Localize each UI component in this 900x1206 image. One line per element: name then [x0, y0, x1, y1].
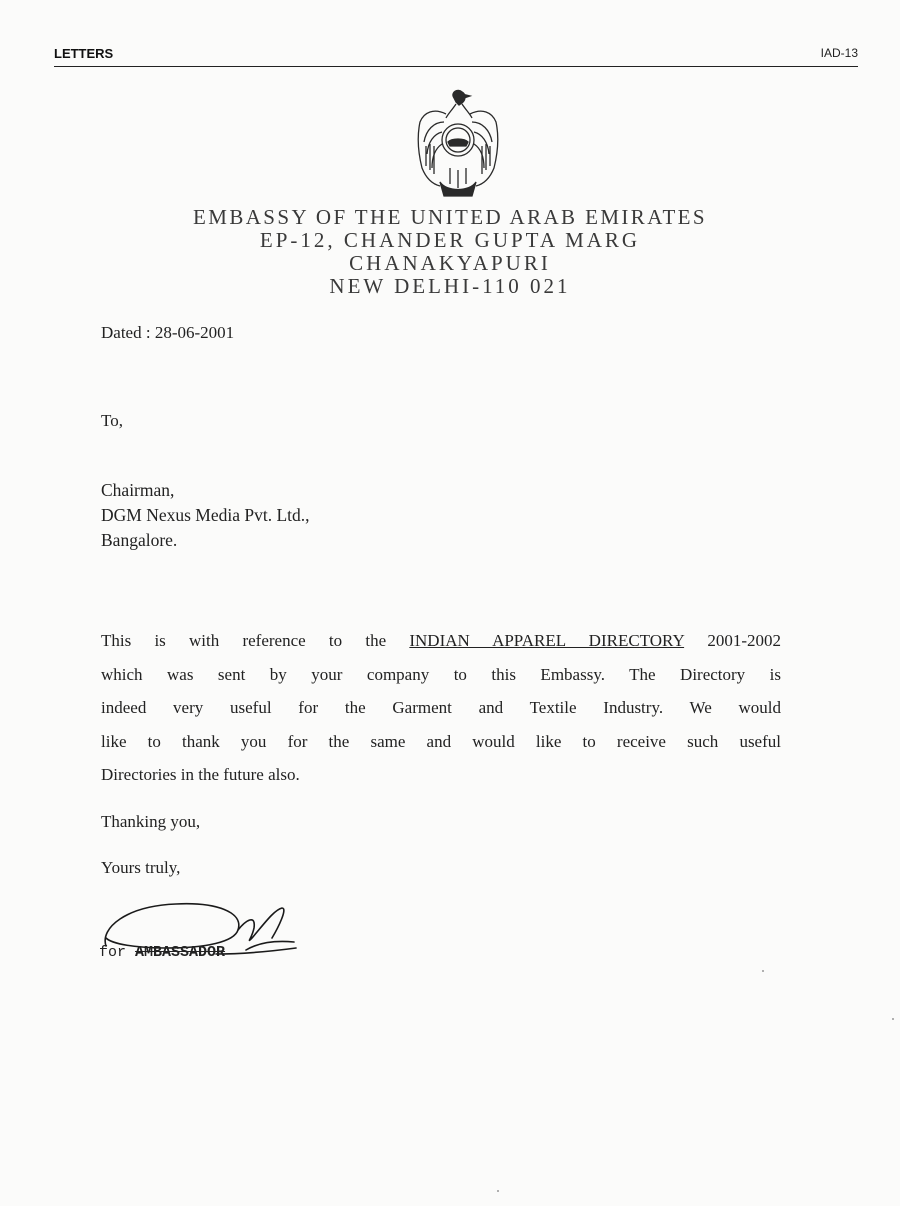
paper-speck	[762, 970, 764, 972]
letterhead	[0, 206, 900, 298]
body-lead: This is with reference to the	[101, 631, 387, 650]
signature-label	[99, 944, 225, 961]
referenced-directory-title: INDIAN APPAREL DIRECTORY	[409, 631, 685, 650]
body-line: like to thank you for the same and would like to receive such useful	[101, 731, 781, 751]
address-line-city: NEW DELHI-110 021	[329, 274, 571, 298]
body-line: indeed very useful for the Garment and Textile Industry. We would	[101, 698, 781, 717]
uae-eagle-emblem-icon	[412, 88, 504, 200]
embassy-name: EMBASSY OF THE UNITED ARAB EMIRATES	[193, 205, 707, 229]
body-line	[101, 624, 781, 658]
recipient-address	[101, 478, 310, 553]
letter-body	[101, 624, 781, 792]
address-line-street: EP-12, CHANDER GUPTA MARG	[259, 228, 641, 252]
salutation-to: To,	[101, 411, 123, 430]
closing-sign-off: Yours truly,	[101, 858, 181, 877]
running-header	[54, 44, 858, 67]
signature-prefix: for	[99, 944, 127, 961]
recipient-city: Bangalore.	[101, 530, 178, 550]
page-code: IAD-13	[820, 46, 858, 60]
letter-date: Dated : 28-06-2001	[101, 323, 235, 342]
closing-thanks: Thanking you,	[101, 812, 201, 831]
paper-speck	[892, 1018, 894, 1020]
signature-role: AMBASSADOR	[135, 944, 226, 961]
body-line: Directories in the future also.	[101, 765, 300, 784]
recipient-company: DGM Nexus Media Pvt. Ltd.,	[101, 505, 310, 525]
body-line: which was sent by your company to this Embassy. The Directory is	[101, 664, 781, 684]
recipient-title: Chairman,	[101, 480, 175, 500]
address-line-area: CHANAKYAPURI	[349, 251, 551, 275]
paper-speck	[497, 1190, 499, 1192]
section-label: LETTERS	[54, 46, 114, 61]
directory-edition: 2001-2002	[707, 631, 781, 650]
